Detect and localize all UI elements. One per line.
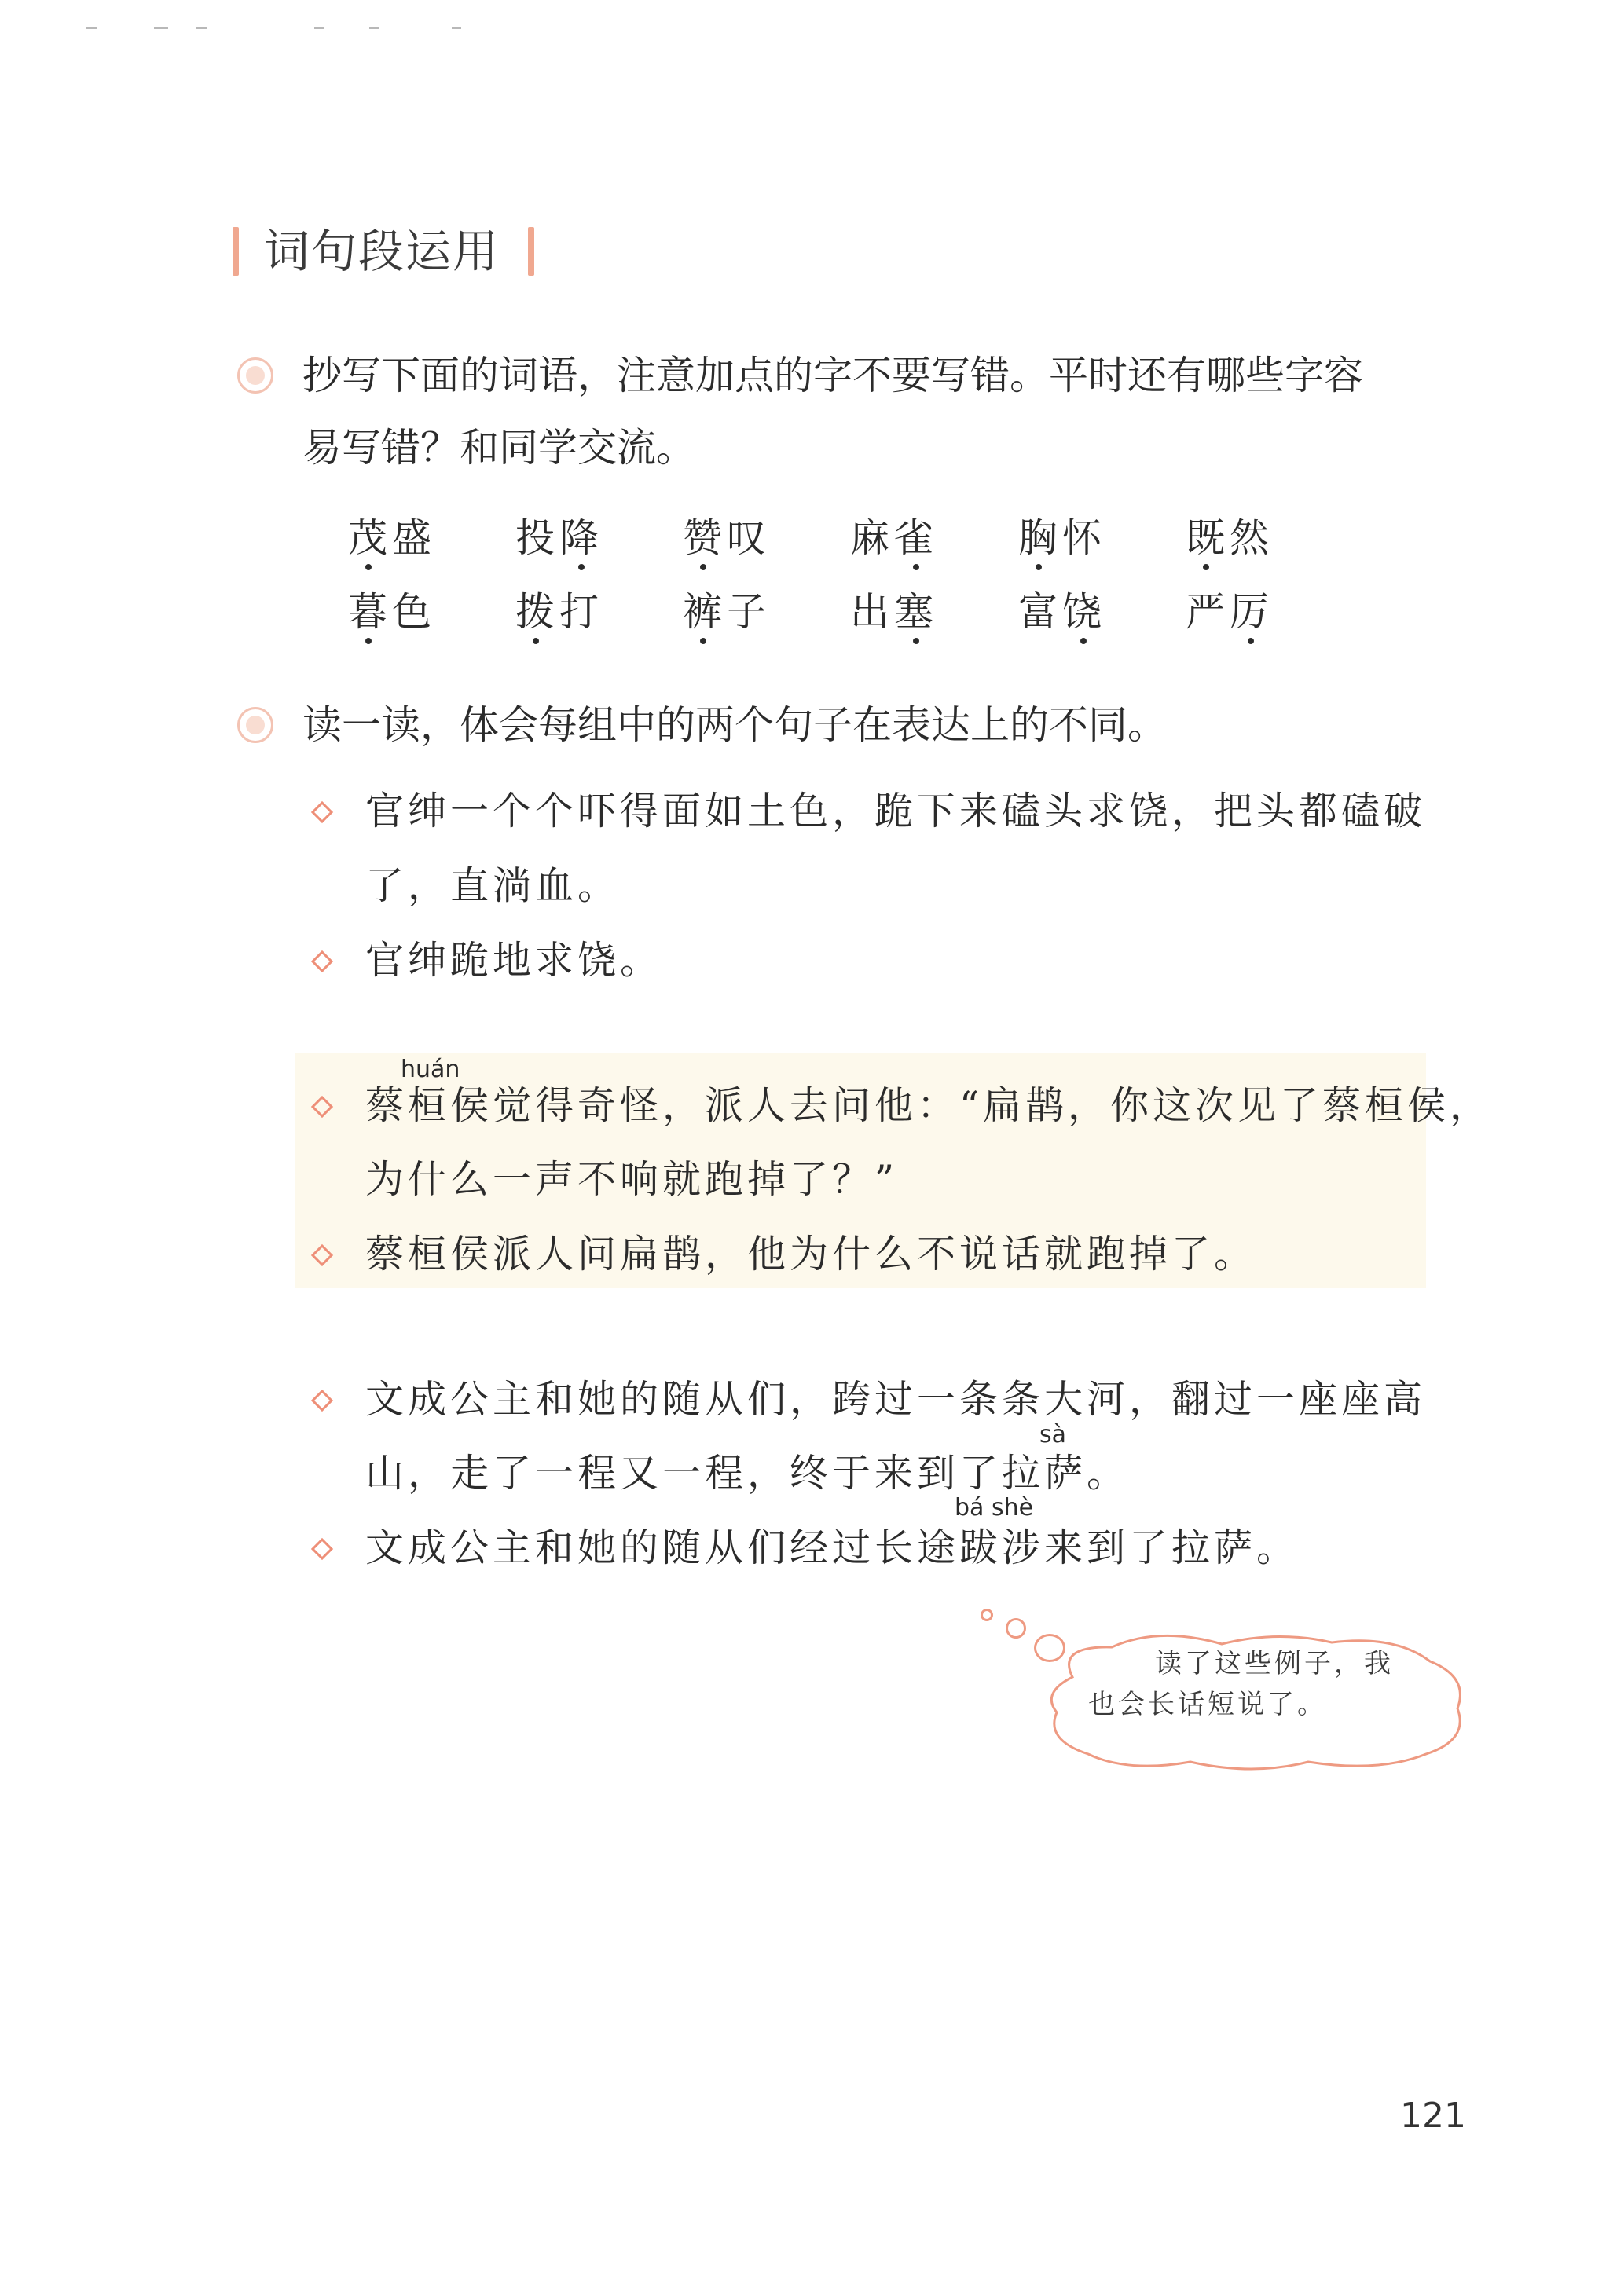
- word-item: 投降: [515, 515, 603, 561]
- emphasis-dot: [1036, 564, 1042, 570]
- diamond-bullet-icon: [311, 950, 333, 972]
- diamond-bullet-icon: [311, 1390, 333, 1412]
- emphasis-dot: [913, 564, 919, 570]
- pinyin-annotation: bá shè: [955, 1494, 1034, 1522]
- crop-mark: [154, 27, 168, 29]
- sentence-line: 为什么一声不响就跑掉了？”: [365, 1157, 899, 1202]
- emphasis-dot: [913, 638, 919, 644]
- exercise1-instruction-line2: 易写错？和同学交流。: [302, 425, 695, 471]
- diamond-bullet-icon: [311, 801, 333, 823]
- bubble-text-line2: 也会长话短说了。: [1088, 1689, 1327, 1720]
- emphasis-dot: [365, 638, 372, 644]
- word-item: 赞叹: [683, 515, 771, 561]
- exercise-badge-icon: [237, 707, 273, 743]
- crop-mark: [452, 27, 461, 29]
- emphasis-dot: [1080, 638, 1087, 644]
- exercise-badge-icon: [237, 357, 273, 394]
- sentence-line: 山，走了一程又一程，终于来到了拉萨。: [365, 1451, 1130, 1496]
- word-item: 既然: [1186, 515, 1274, 561]
- word-item: 严厉: [1186, 589, 1274, 635]
- sentence-line: 文成公主和她的随从们，跨过一条条大河，翻过一座座高: [365, 1377, 1427, 1422]
- word-item: 拨打: [515, 589, 603, 635]
- emphasis-dot: [578, 564, 585, 570]
- sentence-line: 官绅一个个吓得面如土色，跪下来磕头求饶，把头都磕破: [365, 789, 1427, 833]
- emphasis-dot: [700, 638, 706, 644]
- pinyin-annotation: sà: [1039, 1421, 1067, 1448]
- thought-bubble-dot: [1006, 1618, 1026, 1639]
- pinyin-annotation: huán: [401, 1056, 460, 1083]
- word-item: 裤子: [683, 589, 771, 635]
- exercise2-instruction: 读一读，体会每组中的两个句子在表达上的不同。: [302, 702, 1167, 748]
- page-number: 121: [1400, 2096, 1466, 2136]
- word-item: 暮色: [348, 589, 436, 635]
- word-item: 麻雀: [850, 515, 938, 561]
- emphasis-dot: [1248, 638, 1254, 644]
- heading-left-bar: [233, 227, 239, 276]
- word-item: 富饶: [1018, 589, 1106, 635]
- word-item: 出塞: [850, 589, 938, 635]
- word-item: 胸怀: [1018, 515, 1106, 561]
- sentence-line: 了，直淌血。: [365, 863, 621, 908]
- thought-bubble-dot: [981, 1609, 993, 1621]
- diamond-bullet-icon: [311, 1538, 333, 1560]
- sentence-line: 文成公主和她的随从们经过长途跋涉来到了拉萨。: [365, 1525, 1300, 1570]
- heading-right-bar: [528, 227, 534, 276]
- bubble-text-line1: 读了这些例子，我: [1155, 1648, 1394, 1679]
- emphasis-dot: [533, 638, 539, 644]
- crop-mark: [369, 27, 379, 29]
- sentence-line: 蔡桓侯派人问扁鹊，他为什么不说话就跑掉了。: [365, 1232, 1257, 1276]
- exercise1-instruction-line1: 抄写下面的词语，注意加点的字不要写错。平时还有哪些字容: [302, 353, 1363, 398]
- sentence-line: 蔡桓侯觉得奇怪，派人去问他：“扁鹊，你这次见了蔡桓侯，: [365, 1083, 1493, 1128]
- section-title: 词句段运用: [264, 225, 500, 278]
- word-item: 茂盛: [348, 515, 436, 561]
- sentence-line: 官绅跪地求饶。: [365, 938, 663, 983]
- crop-mark: [196, 27, 207, 29]
- crop-mark: [314, 27, 324, 29]
- emphasis-dot: [700, 564, 706, 570]
- crop-mark: [86, 27, 97, 29]
- emphasis-dot: [365, 564, 372, 570]
- emphasis-dot: [1203, 564, 1209, 570]
